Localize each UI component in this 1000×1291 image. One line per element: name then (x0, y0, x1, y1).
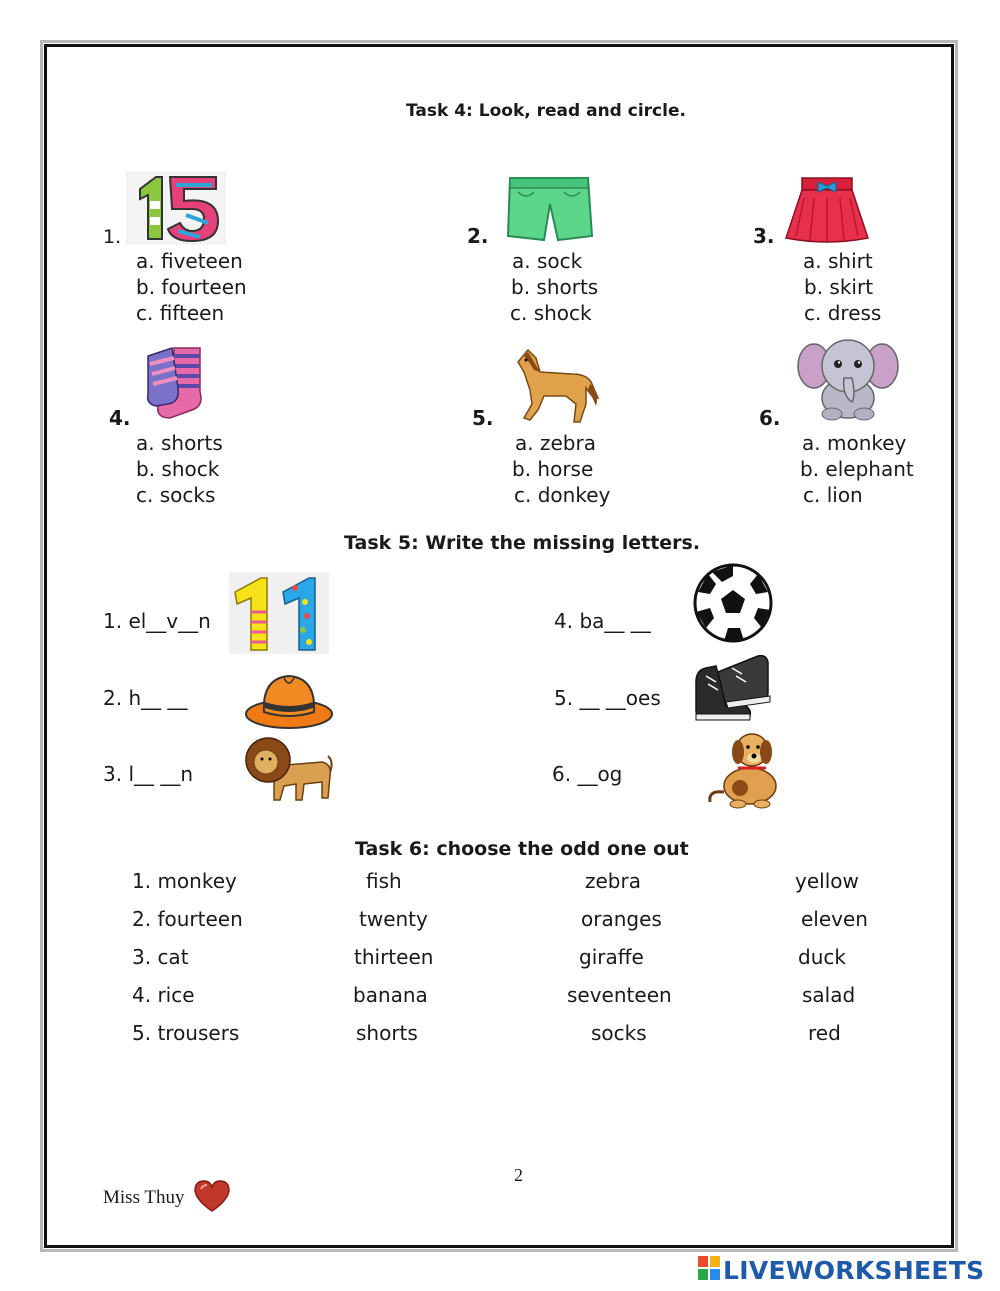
number-11-icon (229, 572, 329, 658)
task6-row3-col3[interactable]: giraffe (579, 945, 644, 969)
task5-item-5[interactable]: 5. __ __oes (554, 686, 661, 710)
task5-item-6[interactable]: 6. __og (552, 762, 623, 786)
task6-row2-col3[interactable]: oranges (581, 907, 662, 931)
skirt-icon (784, 174, 870, 248)
lion-icon (244, 732, 334, 808)
task4-q5-number: 5. (472, 406, 494, 430)
task4-q1-option-c[interactable]: c. fifteen (136, 301, 225, 325)
task5-item-3[interactable]: 3. l__ __n (103, 762, 194, 786)
task5-item-4[interactable]: 4. ba__ __ (554, 609, 651, 633)
shoes-icon (692, 652, 772, 728)
horse-icon (510, 348, 600, 428)
task4-q1-option-a[interactable]: a. fiveteen (136, 249, 243, 273)
task4-q3-option-b[interactable]: b. skirt (804, 275, 874, 299)
task6-row4-col1[interactable]: 4. rice (132, 983, 195, 1007)
dog-icon (704, 730, 794, 814)
task4-q6-option-b[interactable]: b. elephant (800, 457, 914, 481)
task4-q3-option-c[interactable]: c. dress (804, 301, 882, 325)
task6-row5-col2[interactable]: shorts (356, 1021, 418, 1045)
task6-row1-col4[interactable]: yellow (795, 869, 859, 893)
task4-q2-option-b[interactable]: b. shorts (511, 275, 599, 299)
task4-q6-option-a[interactable]: a. monkey (802, 431, 907, 455)
task6-row1-col3[interactable]: zebra (585, 869, 641, 893)
page-number: 2 (514, 1165, 523, 1185)
task4-q2-option-c[interactable]: c. shock (510, 301, 592, 325)
shorts-icon (504, 174, 594, 248)
task4-q1-number: 1. (103, 226, 122, 248)
task4-q4-number: 4. (109, 406, 131, 430)
task6-row3-col1[interactable]: 3. cat (132, 945, 189, 969)
task4-q2-number: 2. (467, 224, 489, 248)
task5-item-1[interactable]: 1. el__v__n (103, 609, 211, 633)
liveworksheets-logo (698, 1256, 984, 1284)
task4-q4-option-a[interactable]: a. shorts (136, 431, 223, 455)
task6-title: Task 6: choose the odd one out (355, 838, 689, 860)
task6-row4-col2[interactable]: banana (353, 983, 428, 1007)
author-name: Miss Thuy (103, 1187, 185, 1208)
heart-icon (193, 1179, 231, 1217)
number-15-icon (126, 171, 226, 249)
task4-title: Task 4: Look, read and circle. (406, 101, 686, 121)
task4-q5-option-b[interactable]: b. horse (512, 457, 594, 481)
task6-row3-col4[interactable]: duck (798, 945, 846, 969)
task4-q3-option-a[interactable]: a. shirt (803, 249, 873, 273)
task6-row2-col2[interactable]: twenty (359, 907, 428, 931)
task4-q6-number: 6. (759, 406, 781, 430)
task4-q5-option-a[interactable]: a. zebra (515, 431, 596, 455)
task6-row4-col3[interactable]: seventeen (567, 983, 672, 1007)
elephant-icon (796, 326, 900, 426)
task6-row2-col1[interactable]: 2. fourteen (132, 907, 243, 931)
football-icon (692, 562, 774, 648)
task4-q4-option-c[interactable]: c. socks (136, 483, 216, 507)
task4-q1-option-b[interactable]: b. fourteen (136, 275, 247, 299)
task6-row5-col4[interactable]: red (808, 1021, 841, 1045)
task4-q2-option-a[interactable]: a. sock (512, 249, 583, 273)
task5-item-2[interactable]: 2. h__ __ (103, 686, 188, 710)
task6-row5-col1[interactable]: 5. trousers (132, 1021, 240, 1045)
hat-icon (244, 668, 334, 736)
task6-row1-col2[interactable]: fish (366, 869, 402, 893)
task5-title: Task 5: Write the missing letters. (344, 532, 701, 554)
task4-q6-option-c[interactable]: c. lion (803, 483, 863, 507)
liveworksheets-logo-icon (698, 1256, 720, 1284)
socks-icon (144, 344, 224, 432)
task6-row4-col4[interactable]: salad (802, 983, 856, 1007)
task4-q3-number: 3. (753, 224, 775, 248)
task6-row3-col2[interactable]: thirteen (354, 945, 434, 969)
task4-q5-option-c[interactable]: c. donkey (514, 483, 611, 507)
task6-row1-col1[interactable]: 1. monkey (132, 869, 237, 893)
brand-name: LIVEWORKSHEETS (723, 1255, 985, 1285)
task4-q4-option-b[interactable]: b. shock (136, 457, 220, 481)
task6-row5-col3[interactable]: socks (591, 1021, 647, 1045)
task6-row2-col4[interactable]: eleven (801, 907, 868, 931)
